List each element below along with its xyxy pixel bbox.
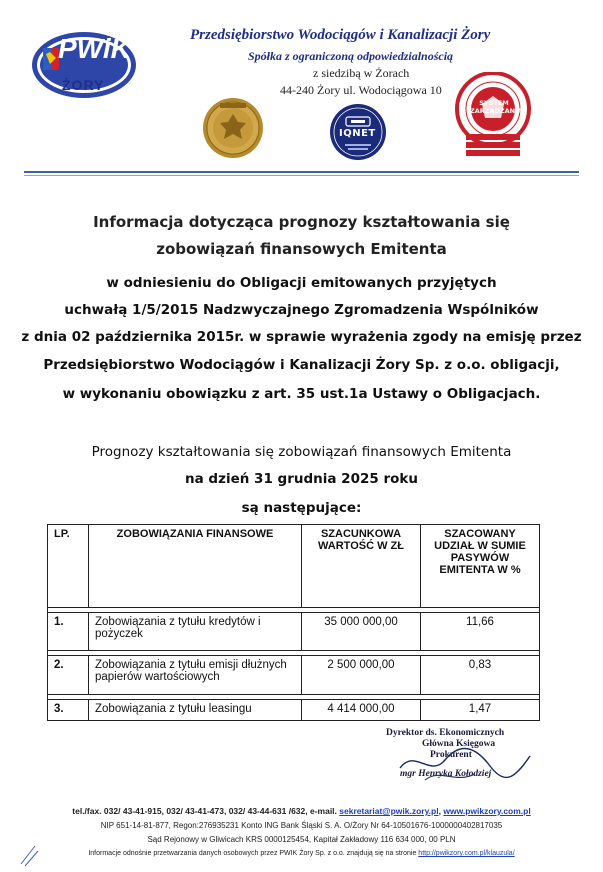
document-title-line2: zobowiązań finansowych Emitenta [156, 240, 447, 258]
document-title-line1: Informacja dotycząca prognozy kształtowania się [93, 213, 510, 231]
row-share: 1,47 [421, 700, 540, 721]
table-row [48, 700, 540, 721]
footer-contact-line [0, 806, 603, 816]
handwritten-signature [395, 738, 535, 792]
footer-contact-text: tel./fax. 032/ 43-41-915, 032/ 43-41-473, 032/ 43-44-631 /632, e-mail. [72, 806, 337, 816]
corner-pen-mark [18, 842, 40, 872]
row-share: 0,83 [421, 656, 540, 695]
iqnet-label: IQNET [339, 128, 376, 139]
company-name: Przedsiębiorstwo Wodociągów i Kanalizacji Żory [190, 27, 491, 43]
column-header-lp: LP. [48, 525, 89, 608]
column-header-share: SZACOWANY UDZIAŁ W SUMIE PASYWÓW EMITENTA W % [421, 525, 540, 608]
footer-court-line: Sąd Rejonowy w Gliwicach KRS 0000125454, Kapitał Zakładowy 116 634 000, 00 PLN [147, 835, 456, 844]
system-badge-label: SYSTEM ZARZĄDZANIA [470, 99, 523, 115]
row-value: 2 500 000,00 [302, 656, 421, 695]
logo-text-top: PWiK [58, 33, 131, 64]
footer-separator: , [438, 806, 441, 816]
row-lp: 1. [48, 613, 89, 651]
forecast-intro-line: są następujące: [241, 500, 362, 516]
row-liability-name: Zobowiązania z tytułu kredytów i pożyczek [89, 613, 302, 651]
row-value: 4 414 000,00 [302, 700, 421, 721]
body-line-5: w wykonaniu obowiązku z art. 35 ust.1a Ustawy o Obligacjach. [62, 386, 541, 402]
table-header-row [48, 525, 540, 608]
privacy-clause-link[interactable]: http://pwikzory.com.pl/klauzula/ [418, 850, 515, 857]
table-row [48, 613, 540, 651]
company-form: Spółka z ograniczoną odpowiedzialnością [248, 49, 454, 63]
header-divider [24, 171, 579, 173]
header-divider-thin [24, 175, 579, 176]
row-lp: 2. [48, 656, 89, 695]
table-row [48, 656, 540, 695]
company-address: 44-240 Żory ul. Wodociągowa 10 [280, 83, 442, 97]
body-line-4: Przedsiębiorstwo Wodociągów i Kanalizacji Żory Sp. z o.o. obligacji, [43, 357, 560, 373]
body-line-1: w odniesieniu do Obligacji emitowanych przyjętych [106, 275, 497, 291]
row-value: 35 000 000,00 [302, 613, 421, 651]
footer-bank-line: NIP 651-14-81-877, Regon:276935231 Konto ING Bank Śląski S. A. O/Żory Nr 64-10501676-1000000402817035 [100, 821, 503, 830]
logo-text-bottom: ŻORY [62, 77, 105, 93]
body-line-3: z dnia 02 października 2015r. w sprawie wyrażenia zgody na emisję przez [21, 329, 582, 345]
row-liability-name: Zobowiązania z tytułu emisji dłużnych papierów wartościowych [89, 656, 302, 695]
company-seat: z siedzibą w Żorach [313, 66, 410, 80]
body-line-2: uchwałą 1/5/2015 Nadzwyczajnego Zgromadzenia Wspólników [64, 302, 539, 318]
email-link[interactable]: sekretariat@pwik.zory.pl [339, 806, 439, 816]
footer-privacy-line [0, 850, 603, 857]
signature-line-3: Prokurent [430, 750, 472, 760]
financial-liabilities-table [47, 524, 540, 721]
signature-line-2: Główna Księgowa [422, 739, 496, 749]
row-liability-name: Zobowiązania z tytułu leasingu [89, 700, 302, 721]
gold-medal-icon [202, 97, 264, 159]
footer-privacy-text: Informacje odnośnie przetwarzania danych osobowych przez PWIK Żory Sp. z o.o. znajdują się na stronie [88, 850, 417, 857]
signature-line-1: Dyrektor ds. Ekonomicznych [386, 728, 505, 738]
row-lp: 3. [48, 700, 89, 721]
website-link[interactable]: www.pwikzory.com.pl [443, 806, 531, 816]
forecast-line-1: Prognozy kształtowania się zobowiązań finansowych Emitenta [91, 444, 512, 460]
column-header-liabilities: ZOBOWIĄZANIA FINANSOWE [89, 525, 302, 608]
forecast-date-line: na dzień 31 grudnia 2025 roku [185, 471, 418, 487]
row-share: 11,66 [421, 613, 540, 651]
column-header-value: SZACUNKOWA WARTOŚĆ W ZŁ [302, 525, 421, 608]
signature-line-4: mgr Henryka Kołodziej [400, 769, 492, 779]
quality-system-seal-icon [452, 72, 534, 158]
